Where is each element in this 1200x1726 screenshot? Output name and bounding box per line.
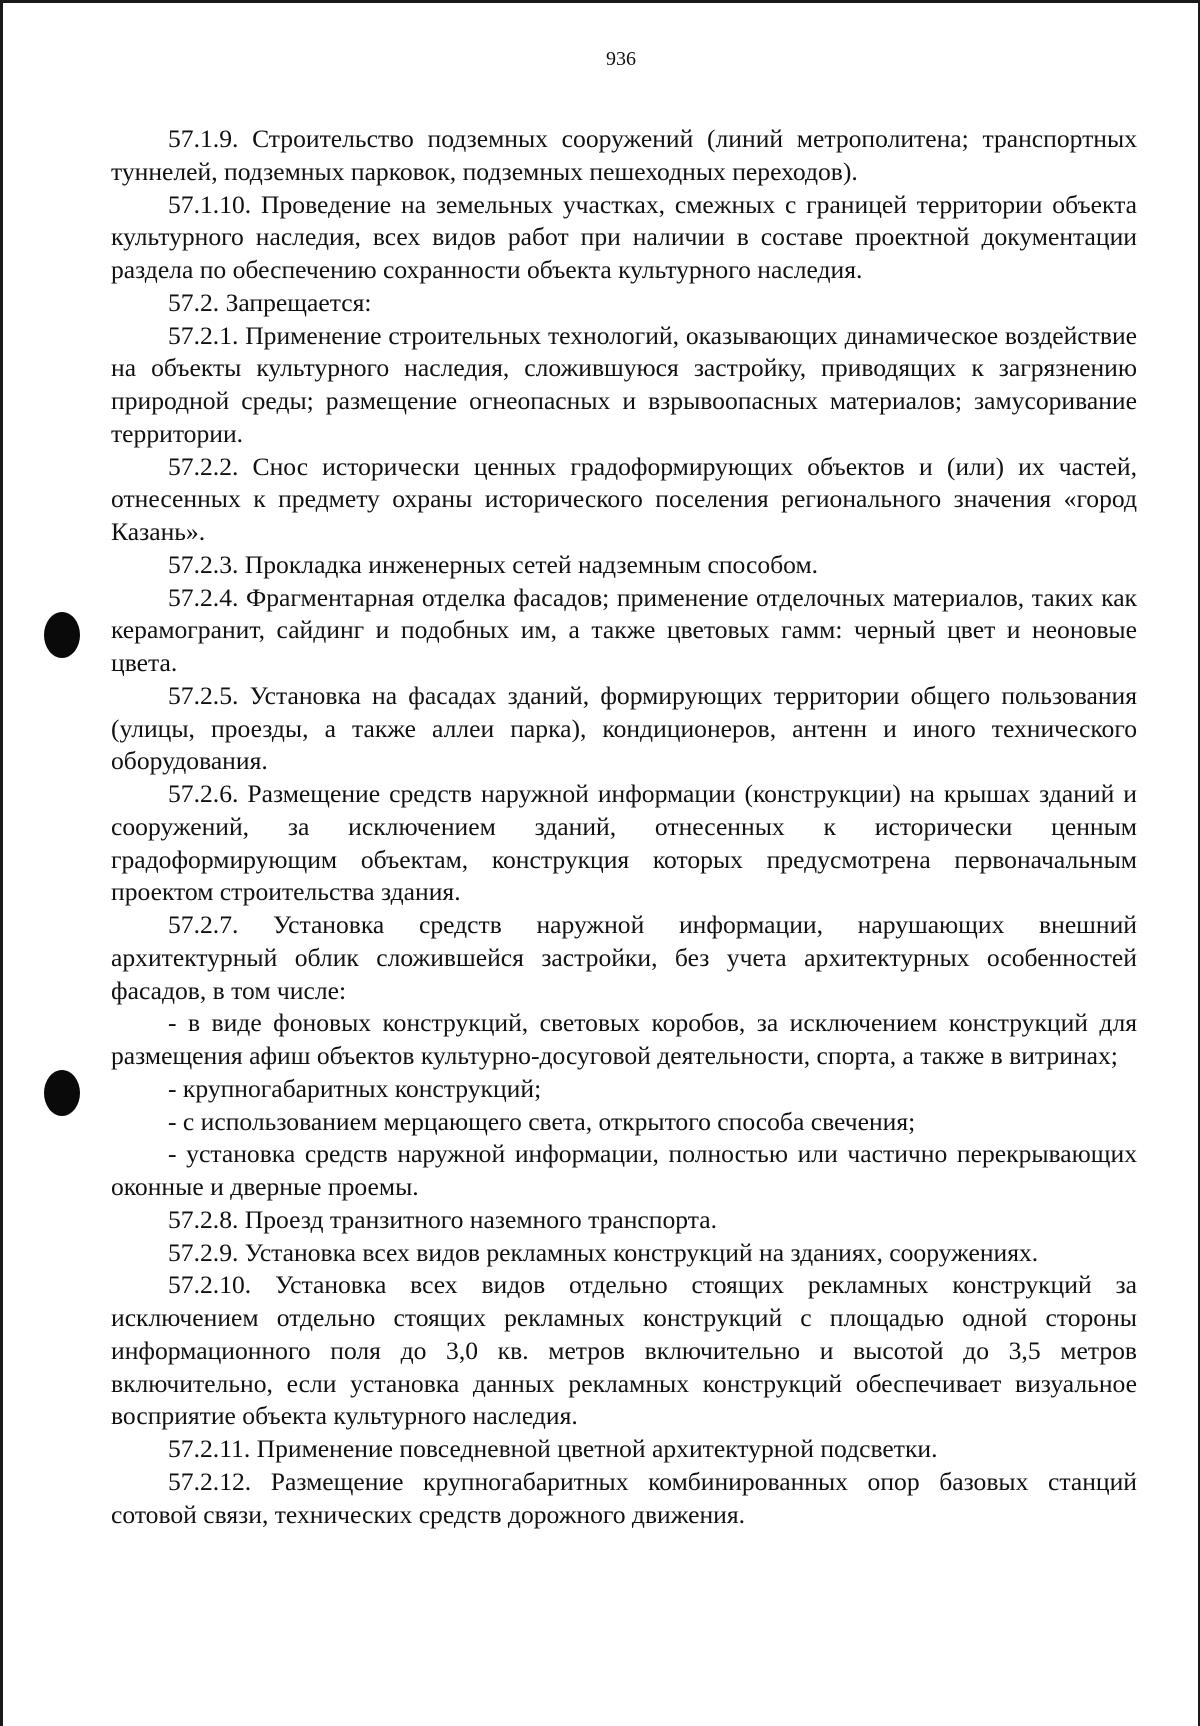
- paragraph-57-2-3: 57.2.3. Прокладка инженерных сетей надземным способом.: [168, 549, 819, 579]
- list-item-large-constructions: - крупногабаритных конструкций;: [168, 1073, 542, 1103]
- paragraph-57-2-8: 57.2.8. Проезд транзитного наземного транспорта.: [168, 1204, 717, 1234]
- paragraph-57-1-10: 57.1.10. Проведение на земельных участках, смежных с границей территории объекта культурного наследия, всех видов работ при наличии в составе проектной документации раздела по обеспечению сохранности объекта культурного наследия.: [111, 189, 1137, 284]
- paragraph-57-2-5: 57.2.5. Установка на фасадах зданий, формирующих территории общего пользования (улицы, проезды, а также аллеи парка), кондиционеров, антенн и иного технического оборудования.: [111, 680, 1137, 776]
- list-item-flickering-light: - с использованием мерцающего света, открытого способа свечения;: [168, 1106, 916, 1136]
- scan-edge-top: [0, 0, 1200, 3]
- paragraph-57-2-10: 57.2.10. Установка всех видов отдельно стоящих рекламных конструкций за исключением отдельно стоящих рекламных конструкций с площадью одной стороны информационного поля до 3,0 кв. метров включительно и высотой до 3,5 метров включительно, если установка данных рекламных конструкций обеспечивает визуальное восприятие объекта культурного наследия.: [111, 1270, 1137, 1431]
- page-number: 936: [606, 48, 636, 70]
- punch-hole: [44, 1070, 80, 1116]
- paragraph-57-2-6: 57.2.6. Размещение средств наружной информации (конструкции) на крышах зданий и сооружений, за исключением зданий, отнесенных к исторически ценным градоформирующим объектам, конструкция которых предусмотрена первоначальным проектом строительства здания.: [111, 779, 1137, 907]
- list-item-background-constructions: - в виде фоновых конструкций, световых коробов, за исключением конструкций для размещения афиш объектов культурно-досуговой деятельности, спорта, а также в витринах;: [111, 1008, 1137, 1070]
- paragraph-57-2-2: 57.2.2. Снос исторически ценных градоформирующих объектов и (или) их частей, отнесенных к предмету охраны исторического поселения регионального значения «город Казань».: [111, 451, 1137, 546]
- paragraph-57-2: 57.2. Запрещается:: [168, 287, 372, 317]
- paragraph-57-2-1: 57.2.1. Применение строительных технологий, оказывающих динамическое воздействие на объекты культурного наследия, сложившуюся застройку, приводящих к загрязнению природной среды; размещение огнеопасных и взрывоопасных материалов; замусоривание территории.: [111, 320, 1137, 448]
- paragraph-57-2-11: 57.2.11. Применение повседневной цветной архитектурной подсветки.: [168, 1434, 938, 1463]
- paragraph-57-2-7: 57.2.7. Установка средств наружной информации, нарушающих внешний архитектурный облик сложившейся застройки, без учета архитектурных особенностей фасадов, в том числе:: [111, 910, 1137, 1005]
- document-body: [111, 123, 1137, 1531]
- list-item-covering-openings: - установка средств наружной информации, полностью или частично перекрывающих оконные и дверные проемы.: [111, 1139, 1137, 1201]
- paragraph-57-2-12: 57.2.12. Размещение крупногабаритных комбинированных опор базовых станций сотовой связи, технических средств дорожного движения.: [111, 1466, 1137, 1529]
- paragraph-57-2-9: 57.2.9. Установка всех видов рекламных конструкций на зданиях, сооружениях.: [168, 1237, 1039, 1267]
- scan-edge-left: [0, 0, 3, 1726]
- punch-hole: [44, 612, 80, 658]
- paragraph-57-2-4: 57.2.4. Фрагментарная отделка фасадов; применение отделочных материалов, таких как керамогранит, сайдинг и подобных им, а также цветовых гамм: черный цвет и неоновые цвета.: [111, 582, 1137, 677]
- paragraph-57-1-9: 57.1.9. Строительство подземных сооружений (линий метрополитена; транспортных туннелей, подземных парковок, подземных пешеходных переходов).: [111, 124, 1137, 186]
